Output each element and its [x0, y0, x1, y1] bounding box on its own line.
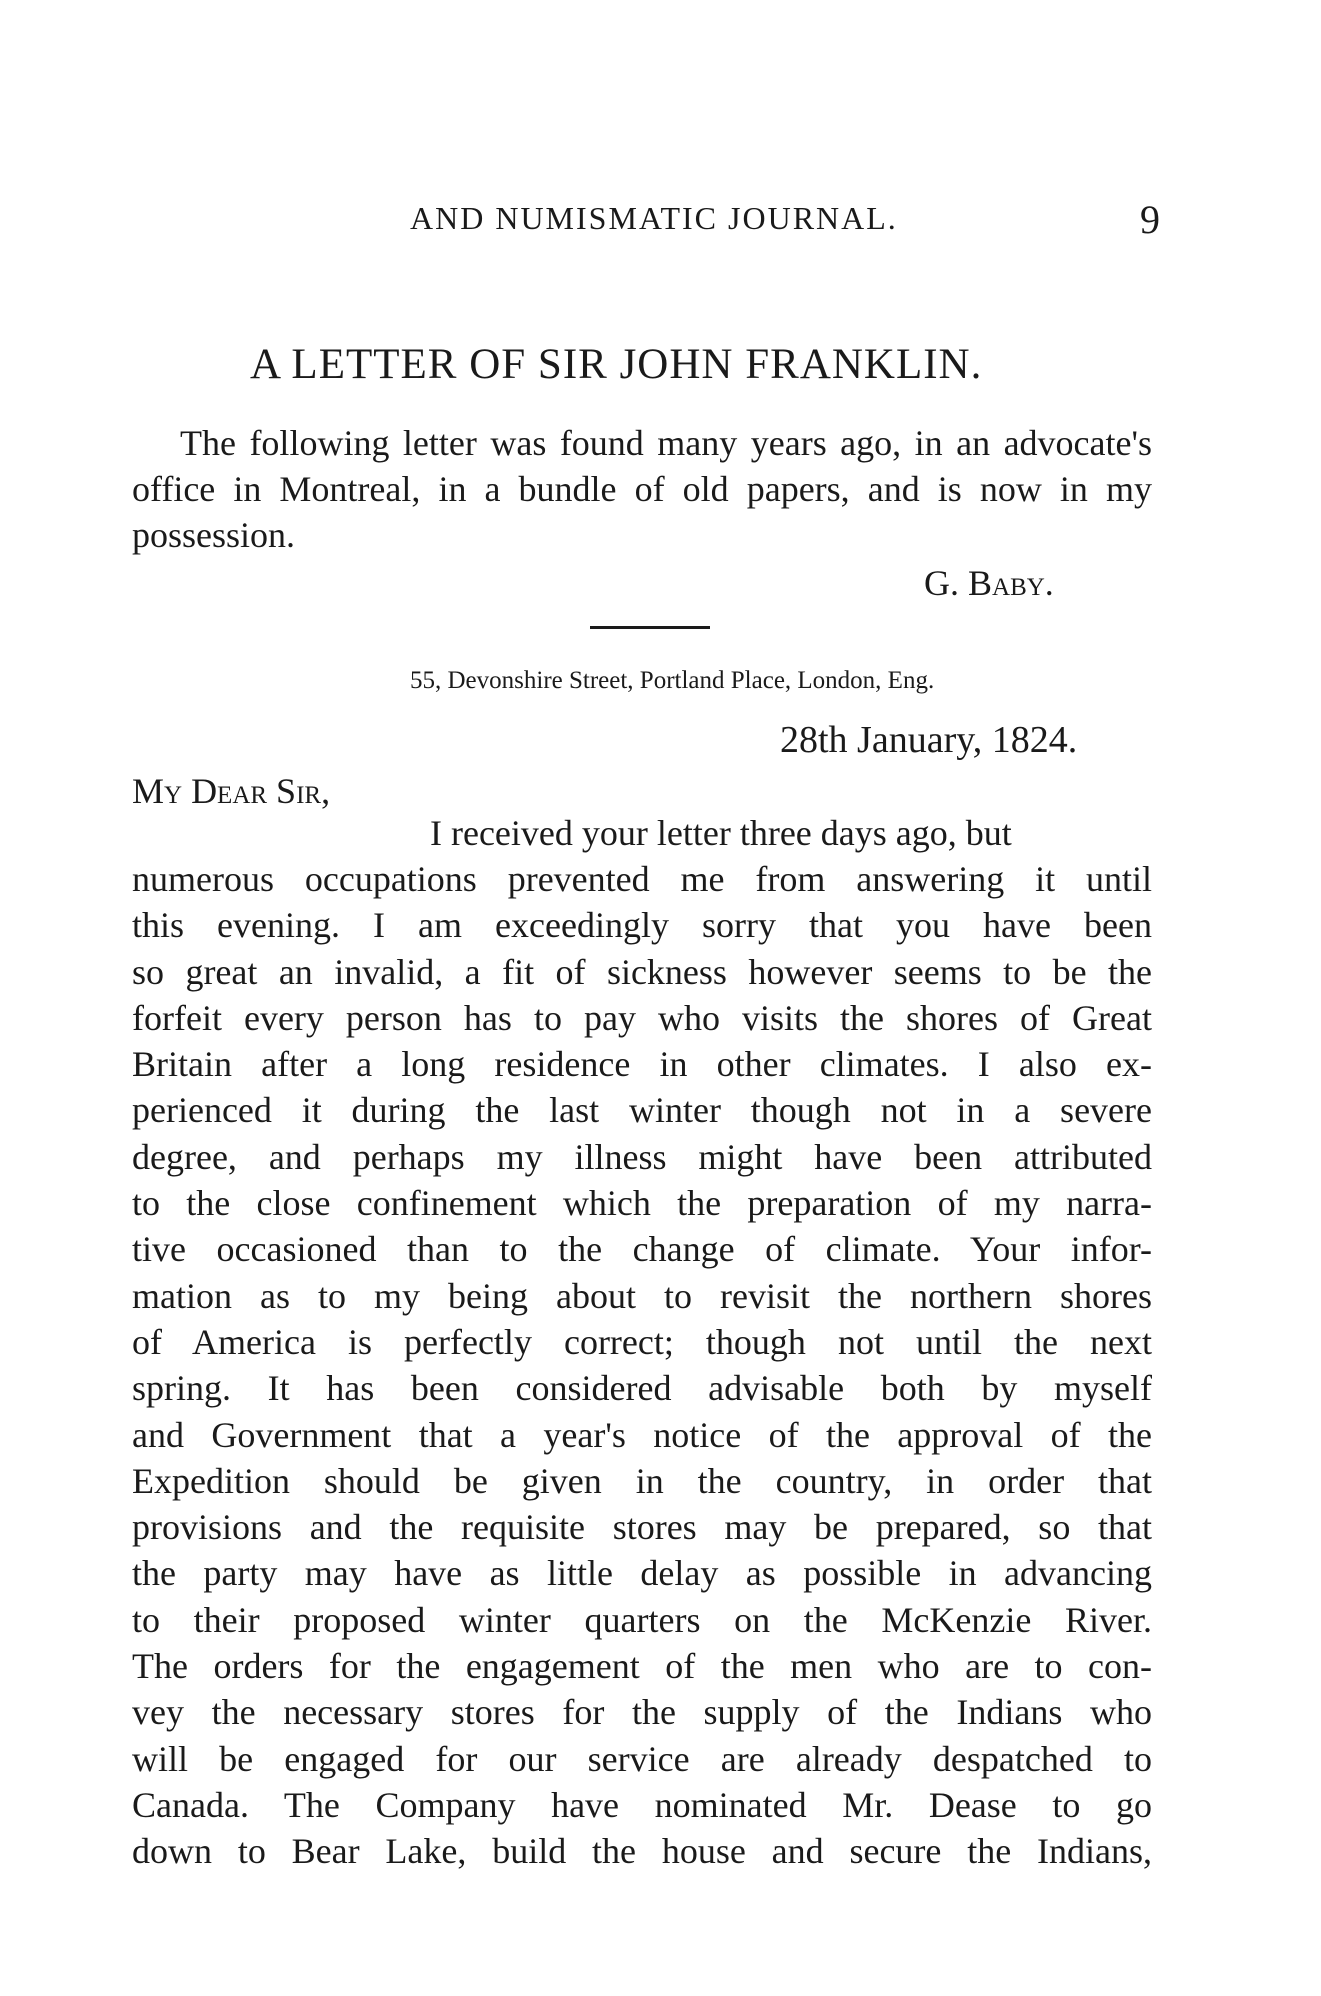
- letter-line: perienced it during the last winter though not in a severe: [132, 1090, 1152, 1131]
- letter-line: degree, and perhaps my illness might have been attributed: [132, 1136, 1152, 1177]
- letter-line: and Government that a year's notice of the approval of the: [132, 1414, 1152, 1455]
- letter-line: of America is perfectly correct; though not until the next: [132, 1321, 1152, 1362]
- article-title: A LETTER OF SIR JOHN FRANKLIN.: [250, 341, 983, 388]
- letter-line: to the close confinement which the preparation of my narra-: [132, 1183, 1152, 1224]
- page-number: 9: [1140, 197, 1160, 242]
- intro-paragraph: The following letter was found many years ago, in an advocate's office in Montreal, in a bundle of old papers, and is now in my possession.: [132, 423, 1152, 555]
- letter-line: Expedition should be given in the country, in order that: [132, 1460, 1152, 1501]
- letter-line: to their proposed winter quarters on the McKenzie River.: [132, 1599, 1152, 1640]
- letter-line: down to Bear Lake, build the house and secure the Indians,: [132, 1831, 1152, 1872]
- letter-line: mation as to my being about to revisit the northern shores: [132, 1275, 1152, 1316]
- letter-line: the party may have as little delay as possible in advancing: [132, 1553, 1152, 1594]
- letter-address: 55, Devonshire Street, Portland Place, London, Eng.: [410, 667, 935, 694]
- letter-body: [132, 856, 1152, 1875]
- running-head: AND NUMISMATIC JOURNAL.: [410, 200, 898, 236]
- letter-line: so great an invalid, a fit of sickness however seems to be the: [132, 951, 1152, 992]
- letter-line: Britain after a long residence in other climates. I also ex-: [132, 1044, 1152, 1085]
- letter-line: this evening. I am exceedingly sorry that you have been: [132, 905, 1152, 946]
- intro-signature: G. Baby.: [924, 563, 1054, 603]
- letter-line: will be engaged for our service are already despatched to: [132, 1738, 1152, 1779]
- letter-line: Canada. The Company have nominated Mr. Dease to go: [132, 1784, 1152, 1825]
- letter-line: spring. It has been considered advisable both by myself: [132, 1368, 1152, 1409]
- letter-line: forfeit every person has to pay who visits the shores of Great: [132, 997, 1152, 1038]
- letter-date: 28th January, 1824.: [780, 719, 1078, 761]
- letter-line: vey the necessary stores for the supply of the Indians who: [132, 1692, 1152, 1733]
- letter-line: The orders for the engagement of the men who are to con-: [132, 1646, 1152, 1687]
- separator-rule: [590, 626, 710, 629]
- letter-line: tive occasioned than to the change of climate. Your infor-: [132, 1229, 1152, 1270]
- letter-salutation: My Dear Sir,: [132, 771, 331, 811]
- letter-line: provisions and the requisite stores may be prepared, so that: [132, 1507, 1152, 1548]
- letter-line: numerous occupations prevented me from answering it until: [132, 859, 1152, 899]
- letter-first-line: I received your letter three days ago, but: [430, 813, 1012, 853]
